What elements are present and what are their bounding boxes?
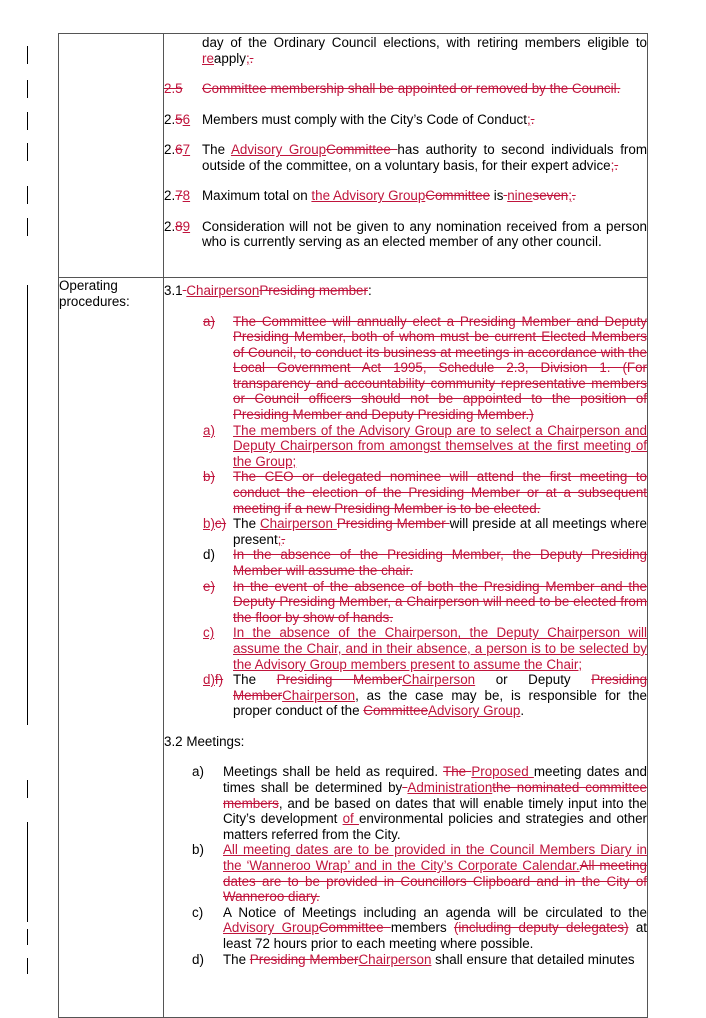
clause-2-8 [164, 188, 647, 204]
text-run: apply [213, 50, 246, 66]
deleted-text: . [614, 157, 619, 173]
deleted-text: Presiding Member [233, 672, 648, 703]
list-item [203, 579, 647, 626]
list-item [203, 672, 647, 719]
inserted-text: ; [568, 188, 572, 203]
text-run: Meetings shall be held as required. [223, 764, 444, 780]
change-bar [27, 780, 28, 798]
inserted-text: All meeting dates are to be provided in the Council Members Diary in the ‘Wanneroo Wrap’ and in the City’s Corporate Calendar. [223, 842, 647, 873]
deleted-text: b) [203, 469, 215, 485]
inserted-text: Proposed [471, 764, 534, 780]
change-bar [27, 285, 28, 725]
deleted-text: seven [532, 188, 569, 203]
text-run: is [490, 188, 504, 203]
deleted-text: . [571, 188, 576, 203]
inserted-text: Advisory Group [223, 920, 319, 936]
operating-procedures-cell [164, 278, 648, 1018]
inserted-text: Chairperson [358, 951, 432, 967]
inserted-text: ; [526, 111, 531, 127]
deleted-text: c) [214, 516, 227, 532]
inserted-text: ; [610, 157, 615, 173]
text-run: Maximum total on [202, 188, 312, 203]
inserted-text: b) [203, 516, 215, 532]
inserted-text: the Advisory Group [311, 188, 426, 203]
deleted-text: Presiding Member [276, 672, 403, 688]
deleted-text: In the absence of the Presiding Member, the Deputy Presiding Member will assume the chair. [233, 547, 647, 578]
inserted-text: 8 [182, 188, 191, 203]
inserted-text: Chairperson [186, 283, 260, 298]
text-run: environmental policies and strategies and other matters referred from the City. [223, 811, 647, 842]
deleted-text: a) [203, 313, 215, 329]
table-row [59, 278, 648, 1018]
change-bar [27, 958, 28, 974]
deleted-text: Presiding member [259, 283, 368, 298]
deleted-text: All meeting dates are to be provided in Councillors Clipboard and in the City of Wanneroo diary. [223, 858, 647, 905]
list-item [203, 625, 647, 672]
deleted-text: 7 [175, 188, 183, 203]
list-item [203, 423, 647, 470]
inserted-text: ; [245, 50, 250, 66]
text-run: a) [192, 764, 204, 780]
text-run: 2. [164, 111, 176, 127]
inserted-text: Advisory Group [230, 142, 327, 157]
change-bar [27, 929, 28, 945]
inserted-text: ; [277, 531, 282, 547]
deleted-text: Presiding Member [249, 951, 359, 967]
text-run: d) [203, 547, 215, 563]
deleted-text: the nominated committee members [223, 780, 648, 811]
inserted-text: re [202, 50, 214, 66]
text-run: meeting dates and times shall be determined by [223, 764, 647, 796]
inserted-text: 7 [182, 142, 191, 157]
text-run: The [233, 672, 277, 688]
change-bar [27, 822, 28, 922]
text-run: or Deputy [475, 672, 592, 688]
row-label-empty [59, 34, 164, 278]
change-bar [27, 218, 28, 236]
inserted-text: of [342, 811, 359, 827]
inserted-text: In the absence of the Chairperson, the Deputy Chairperson will assume the Chair, and in their absence, a person is to be selected by the Advisory Group members present to assume the Chair; [233, 625, 647, 672]
deleted-text: . [530, 111, 535, 127]
deleted-text: 5 [175, 111, 183, 127]
list-item [192, 764, 647, 842]
text-run: members [390, 920, 454, 936]
deleted-text: Committee [363, 703, 429, 719]
text-run: The [223, 951, 250, 967]
deleted-text: In the event of the absence of both the Presiding Member and the Deputy Presiding Member, a Chairperson will need to be elected from the floor by show of hands. [233, 578, 647, 625]
inserted-text: 6 [182, 111, 191, 127]
deleted-text: 6 [175, 142, 183, 157]
text-run: The [202, 142, 231, 157]
deleted-text: Committee [318, 920, 391, 936]
clause-2-5 [164, 81, 647, 97]
text-run: 2. [164, 188, 176, 203]
text-run: 2. [164, 142, 176, 157]
list-item [192, 905, 647, 952]
deleted-text: The CEO or delegated nominee will attend the first meeting to conduct the election of the Presiding Member or at a subsequent meeting if a new Presiding Member is to be elected. [233, 469, 647, 516]
deleted-text: Committee [326, 142, 398, 157]
list-item [203, 469, 647, 516]
text-run: : [367, 283, 372, 298]
inserted-text: Administration [407, 780, 493, 796]
text-run: The [233, 516, 260, 532]
deleted-text: (including deputy delegates) [453, 920, 629, 936]
text-run: 2. [164, 218, 176, 234]
text-run: has authority to second individuals from outside of the committee, on a voluntary basis, for their expert advice [202, 142, 647, 173]
text-run: Consideration will not be given to any nomination received from a person who is currently serving as an elected member of any other council. [202, 218, 647, 249]
deleted-text: 8 [175, 218, 183, 234]
inserted-text: Advisory Group [428, 703, 521, 719]
deleted-text: . [249, 50, 254, 66]
text-run: c) [192, 904, 204, 920]
text-run: shall ensure that detailed minutes [431, 951, 635, 967]
clause-2-9 [164, 219, 647, 250]
continued-paragraph [202, 35, 647, 66]
inserted-text: Chairperson [259, 516, 337, 532]
text-run: will preside at all meetings where present [233, 516, 647, 547]
deleted-text: The [443, 764, 472, 780]
clause-2-6 [164, 112, 647, 128]
change-bar [27, 46, 28, 64]
deleted-text: . [281, 531, 286, 547]
list-item [203, 516, 647, 547]
deleted-text: Committee [425, 188, 491, 203]
deleted-text: 2.5 [164, 81, 183, 96]
text-run: . [520, 703, 525, 719]
deleted-text: f) [214, 672, 224, 688]
text-run: day of the Ordinary Council elections, with retiring members eligible to [202, 35, 647, 50]
row-label: Operating procedures: [59, 278, 164, 1018]
list-item [192, 952, 647, 968]
inserted-text: Chairperson [402, 672, 476, 688]
inserted-text: c) [203, 625, 215, 641]
change-bar [27, 186, 28, 204]
section-3-1-heading [164, 283, 647, 299]
text-run: d) [192, 951, 204, 967]
change-bar [27, 112, 28, 130]
clause-2-7 [164, 142, 647, 173]
inserted-text: 9 [182, 218, 191, 234]
text-run: , as the case may be, is responsible for the proper conduct of the [233, 687, 647, 719]
text-run: Members must comply with the City’s Code of Conduct [202, 111, 527, 127]
text-run: b) [192, 842, 204, 858]
inserted-text: Chairperson [282, 687, 356, 703]
inserted-text: The members of the Advisory Group are to select a Chairperson and Deputy Chairperson from amongst themselves at the first meeting of the Group; [233, 422, 647, 469]
list-item [203, 547, 647, 578]
list-item [192, 842, 647, 904]
deleted-text: The Committee will annually elect a Presiding Member and Deputy Presiding Member, both of whom must be current Elected Members of Council, to conduct its business at meetings in accordance with the Local Government Act 1995, Schedule 2.3, Division 1. (For transparency and accountability community representative members or Council officers should not be appointed to the position of Presiding Member and Deputy Presiding Member.) [233, 313, 647, 423]
text-run: at least 72 hours prior to each meeting where possible. [223, 920, 647, 951]
inserted-text: d) [203, 672, 215, 688]
deleted-text: e) [203, 578, 215, 594]
table-row [59, 34, 648, 278]
change-bar [27, 143, 28, 161]
inserted-text: a) [203, 422, 215, 438]
membership-cell [164, 34, 648, 278]
inserted-text: nine [507, 188, 533, 203]
section-3-2-heading: 3.2 Meetings: [164, 733, 245, 749]
change-bar [27, 80, 28, 98]
text-run: 3.1 [164, 283, 183, 298]
text-run: A Notice of Meetings including an agenda will be circulated to the [223, 904, 647, 920]
deleted-text: Presiding Member [336, 516, 450, 532]
list-item [203, 314, 647, 423]
terms-of-reference-table [58, 33, 648, 1018]
text-run: , and be based on dates that will enable timely input into the City’s development [223, 795, 647, 827]
deleted-text: Committee membership shall be appointed or removed by the Council. [202, 81, 621, 96]
